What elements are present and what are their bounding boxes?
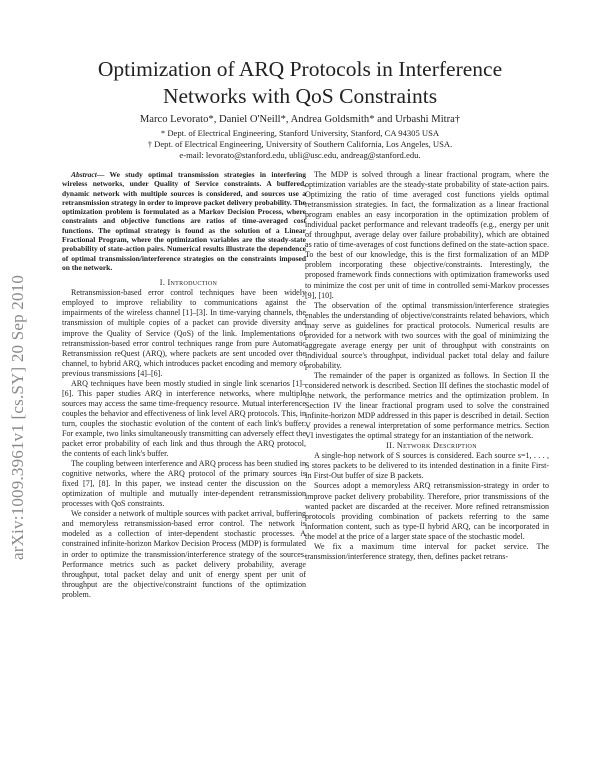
abstract-text: — We study optimal transmission strategies in interfering wireless networks, under Quality of Service constraints. A buffered, dynamic network with multiple sources is considered, and sources use a retransmission strategy in order to improve packet delivery probability. The optimization problem is formulated as a Markov Decision Process, where constraints and objective functions are ratios of time-averaged cost functions. The optimal strategy is found as the solution of a Linear Fractional Program, where the optimization variables are the steady-state probability of state-action pairs. Numerical results illustrate the dependence of optimal transmission/interference strategies on the constraints imposed on the network. xyxy=(62,170,306,272)
paper-title: Optimization of ARQ Protocols in Interference Networks with QoS Constraints xyxy=(97,57,503,108)
section-heading-network-description: II. Network Description xyxy=(386,441,477,451)
left-column xyxy=(62,170,306,600)
abstract xyxy=(62,170,306,272)
affiliations xyxy=(60,128,540,161)
paragraph: Retransmission-based error control techniques have been widely employed to improve reliability to communications against the impairments of the wireless channel [1]–[3]. In time-varying channels, the transmission of multiple copies of a packet can provide diversity and improve the Quality of Service (QoS) of the link. Implementations of retransmission-based error control techniques range from pure Automatic Retransmission reQuest (ARQ), where packets are sent uncoded over the channel, to hybrid ARQ, which introduces packet encoding and memory of previous transmissions [4]–[6]. xyxy=(62,288,306,378)
paragraph: The MDP is solved through a linear fractional program, where the optimization variables are the steady-state probability of state-action pairs. Optimizing the ratio of time averaged cost functions yields optimal retransmission strategies. In fact, the formalization as a linear fractional program enables an easy incorporation in the optimization problem of individual packet performance and relevant tradeoffs (e.g., energy per unit of throughput, average delay over failure probability), which are obtained as ratio of time-averages of cost functions defined on the state-action space. To the best of our knowledge, this is the first formalization of an MDP problem incorporating these objective/constraints. Interestingly, the proposed framework finds connections with optimization frameworks used to minimize the cost per unit of time in controlled semi-Markov processes [9], [10]. xyxy=(305,170,549,300)
paragraph: The observation of the optimal transmission/interference strategies enables the understanding of objective/constraints related behaviors, which may serve as guidelines for practical protocols. Numerical results are provided for a network with two sources with the goal of minimizing the aggregate average energy per unit of throughput with constraints on individual source's throughput, individual packet total delay and failure probability. xyxy=(305,300,549,370)
paragraph: Sources adopt a memoryless ARQ retransmission-strategy in order to improve packet delivery probability. Therefore, prior transmissions of the wanted packet are discarded at the receiver. More refined retransmission protocols providing combination of packets referring to the same information content, such as type-II hybrid ARQ, can be incorporated in the model at the price of a larger state space of the stochastic model. xyxy=(305,481,549,541)
section-heading-introduction: I. Introduction xyxy=(159,278,218,288)
affiliation-usc: † Dept. of Electrical Engineering, University of Southern California, Los Angeles, USA. xyxy=(147,139,453,149)
right-column xyxy=(305,170,549,562)
paragraph: A single-hop network of S sources is considered. Each source s=1, . . . , S stores packets to be delivered to its intended destination in a finite First-In First-Out buffer of size B packets. xyxy=(305,451,549,481)
arxiv-identifier: arXiv:1009.3961v1 [cs.SY] 20 Sep 2010 xyxy=(8,274,27,560)
paragraph: ARQ techniques have been mostly studied in single link scenarios [1]–[6]. This paper studies ARQ in interference networks, where multiple sources may access the same time-frequency resource. Mutual interference couples the behavior and effectiveness of link level ARQ protocols. This, in turn, couples the stochastic evolution of the content of each link's buffer. For example, two links simultaneously transmitting can adversely effect the packet error probability of each link and thus through the ARQ protocol, the contents of each link's buffer. xyxy=(62,378,306,459)
author-emails: e-mail: levorato@stanford.edu, ubli@usc.edu, andreag@stanford.edu. xyxy=(179,150,421,160)
paragraph: The coupling between interference and ARQ process has been studied in cognitive networks, where the ARQ protocol of the primary sources is fixed [7], [8]. In this paper, we instead center the discussion on the optimization of multiple and mutually inter-dependent retransmission processes with QoS constraints. xyxy=(62,459,306,509)
author-list: Marco Levorato*, Daniel O'Neill*, Andrea Goldsmith* and Urbashi Mitra† xyxy=(139,114,461,125)
paragraph: The remainder of the paper is organized as follows. In Section II the considered network is described. Section III defines the stochastic model of the network, the performance metrics and the optimization problem. In Section IV the linear fractional program used to solve the constrained infinite-horizon MDP addressed in this paper is described in detail. Section V provides a renewal interpretation of some performance metrics. Section VI investigates the optimal strategy for an instantiation of the network. xyxy=(305,370,549,441)
paragraph: We consider a network of multiple sources with packet arrival, buffering and memoryless retransmission-based error control. The network is modeled as a collection of inter-dependent stochastic processes. A constrained infinite-horizon Markov Decision Process (MDP) is formulated in order to optimize the transmission/interference strategy of the sources. Performance metrics such as packet delivery probability, average throughput, total packet delay and unit of energy spent per unit of throughput are the objective/constraint functions of the optimization problem. xyxy=(62,509,306,599)
affiliation-stanford: * Dept. of Electrical Engineering, Stanford University, Stanford, CA 94305 USA xyxy=(160,128,440,138)
abstract-lead: Abstract xyxy=(71,170,97,179)
paragraph: We fix a maximum time interval for packet service. The transmission/interference strategy, then, defines packet retrans- xyxy=(305,541,549,561)
